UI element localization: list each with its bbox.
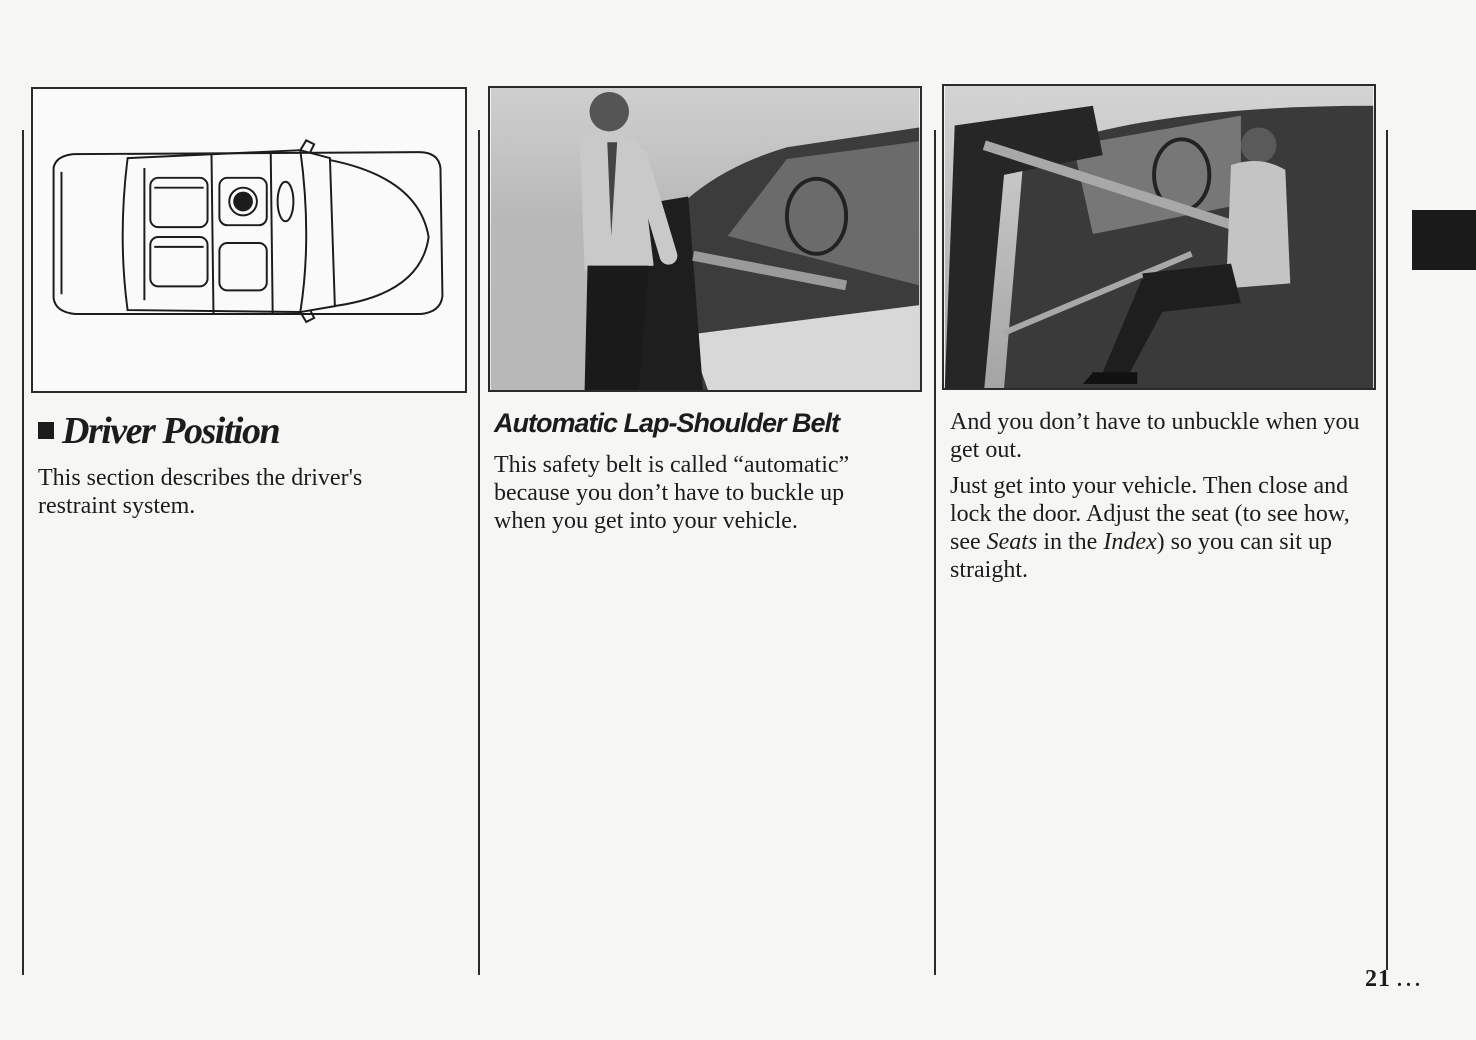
heading-text: Driver Position <box>62 410 280 452</box>
index-reference: Index <box>1103 529 1157 555</box>
automatic-belt-text: This safety belt is called “automatic” because you don’t have to buckle up when you get into your vehicle. <box>494 452 850 534</box>
section-heading-driver-position <box>38 412 438 450</box>
column-rule-right <box>934 130 936 975</box>
car-top-view-illustration <box>31 87 467 393</box>
photo-man-seated-in-car <box>942 84 1376 390</box>
right-column <box>950 408 1370 584</box>
unbuckle-paragraph: And you don’t have to unbuckle when you get out. <box>950 409 1360 463</box>
driver-position-text: This section describes the driver's restraint system. <box>38 465 363 519</box>
left-column <box>38 412 438 520</box>
square-bullet-icon <box>38 422 54 439</box>
column-rule-middle <box>478 130 480 975</box>
middle-column <box>494 410 894 535</box>
section-tab-marker <box>1412 210 1476 270</box>
page-number <box>1365 966 1424 993</box>
section-heading-automatic-belt: Automatic Lap-Shoulder Belt <box>494 408 840 438</box>
column-rule-left <box>22 130 24 975</box>
seats-reference: Seats <box>986 529 1038 555</box>
page-number-value: 21 <box>1365 966 1391 992</box>
column-rule-outer <box>1386 130 1388 970</box>
page-dots: ... <box>1397 969 1424 991</box>
adjust-seat-paragraph: Just get into your vehicle. Then close and lock the door. Adjust the seat (to see how, see Seats in the Index) so you can sit up straight. <box>950 473 1350 583</box>
photo-man-opening-door <box>488 86 922 392</box>
